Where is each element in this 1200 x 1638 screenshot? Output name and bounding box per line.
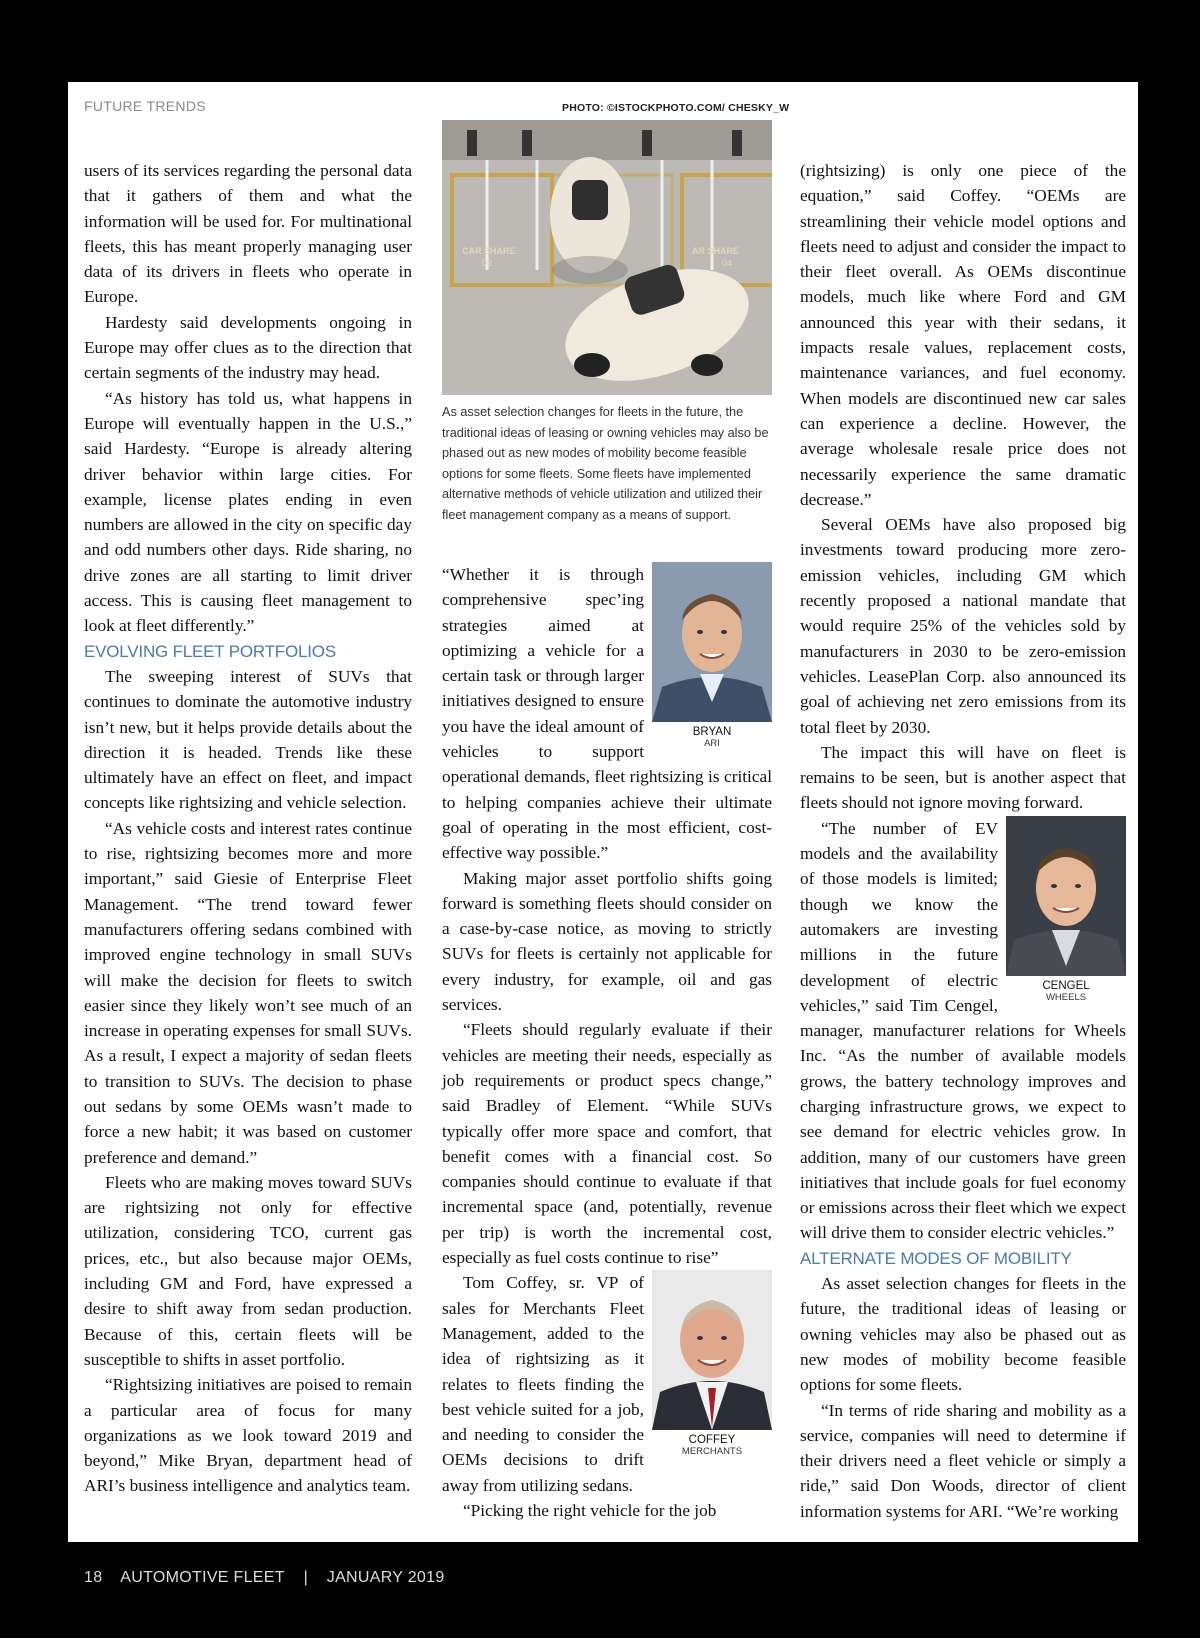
cengel-company: WHEELS (1045, 991, 1087, 1003)
sign-bay-02: 02 (482, 258, 493, 268)
page-number: 18 (84, 1569, 103, 1586)
issue-date: JANUARY 2019 (326, 1569, 445, 1586)
paragraph: As asset selection changes for fleets in the future, the traditional ideas of leasing or owning vehicles may also be phased out as new modes of mobility become feasible options for some fleets. (800, 1274, 1126, 1395)
paragraph: (rightsizing) is only one piece of the equation,” said Coffey. “OEMs are streamlining their vehicle model options and fleets need to adjust and consider the impact to their fleet overall. As OEMs discontinue models, much like where Ford and GM announced this year with their sedans, it impacts resale values, replacement costs, maintenance variances, and fuel economy. When models are discontinued new car sales can experience a decline. However, the average wholesale resale price does not necessarily experience the same dramatic decrease.” (800, 161, 1126, 509)
paragraph: “Picking the right vehicle for the job (463, 1500, 717, 1520)
sign-car-share-1: CAR SHARE (462, 246, 516, 256)
paragraph: Making major asset portfolio shifts going forward is something fleets should consider on a case-by-case notice, as moving to strictly SUVs for fleets is certainly not applicable for every industry, for example, oil and gas services. (442, 868, 772, 1015)
footer-separator: | (303, 1569, 309, 1586)
paragraph: “In terms of ride sharing and mobility as a service, companies will need to determine if their drivers need a fleet vehicle or simply a ride,” said Don Woods, director of client information systems for ARI. “We’re working (800, 1400, 1126, 1521)
cengel-name: CENGEL (1042, 979, 1090, 992)
sign-car-share-2: AR SHARE (692, 246, 740, 256)
paragraph: “Fleets should regularly evaluate if their vehicles are meeting their needs, especially as job requirements or product specs change,” said Bradley of Element. “While SUVs typically offer more space and comfort, that benefit comes with a financial cost. So companies should continue to evaluate if that incremental space (and, potentially, revenue per trip) is worth the incremental cost, especially as fuel costs continue to rise” (442, 1020, 772, 1268)
magazine-page (68, 82, 1138, 1542)
parking-garage-illustration (442, 120, 772, 395)
hero-image-autonomous-cars (442, 120, 772, 395)
paragraph: The impact this will have on fleet is remains to be seen, but is another aspect that fleets should not ignore moving forward. (800, 742, 1126, 813)
paragraph: Fleets who are making moves toward SUVs are rightsizing not only for effective utilization, considering TCO, current gas prices, etc., but also because major OEMs, including GM and Ford, have expressed a desire to shift away from sedan production. Because of this, certain fleets will be susceptible to shifts in asset portfolio. (84, 1172, 412, 1369)
paragraph: Hardesty said developments ongoing in Europe may offer clues as to the direction that certain segments of the industry may head. (84, 312, 412, 383)
paragraph: Several OEMs have also proposed big investments toward producing more zero-emission vehicles, including GM which recently proposed a national mandate that would require 25% of the vehicles sold by manufacturers in 2030 to be zero-emission vehicles. LeasePlan Corp. also announced its goal of achieving net zero emissions from its total fleet by 2030. (800, 515, 1126, 737)
subhead-alternate-modes-of-mobility: ALTERNATE MODES OF MOBILITY (800, 1248, 1072, 1268)
headshot-bryan (652, 562, 772, 752)
paragraph: “As vehicle costs and interest rates continue to rise, rightsizing becomes more and more important,” said Giesie of Enterprise Fleet Management. “The trend toward fewer manufacturers offering sedans combined with improved engine technology in small SUVs will make the decision for fleets to switch easier since they likely won’t see much of an increase in operating expenses for small SUVs. As a result, I expect a majority of sedan fleets to transition to SUVs. The decision to phase out sedans by some OEMs wasn’t made to force a new habit; it was based on customer preference and demand.” (84, 818, 412, 1167)
paragraph: The sweeping interest of SUVs that continues to dominate the automotive industry isn’t new, but it helps provide details about the direction it is headed. Trends like these ultimately have an effect on fleet, and impact concepts like rightsizing and vehicle selection. (84, 666, 412, 813)
column-2 (442, 562, 772, 1523)
headshot-coffey (652, 1270, 772, 1466)
coffey-photo (652, 1270, 772, 1430)
headshot-cengel (1006, 816, 1126, 1008)
paragraph: “Rightsizing initiatives are poised to remain a particular area of focus for many organizations as we look toward 2019 and beyond,” Mike Bryan, department head of ARI’s business intelligence and analytics team. (84, 1375, 412, 1496)
subhead-evolving-fleet-portfolios: EVOLVING FLEET PORTFOLIOS (84, 641, 336, 661)
photo-credit: PHOTO: ©ISTOCKPHOTO.COM/ CHESKY_W (562, 102, 790, 114)
page-footer (84, 1569, 459, 1587)
paragraph: users of its services regarding the personal data that it gathers of them and what the information will be used for. For multinational fleets, this has meant properly managing user data of its drivers in fleets who operate in Europe. (84, 161, 412, 307)
column-3 (800, 158, 1126, 1524)
column-1 (84, 158, 412, 1499)
coffey-name: COFFEY (688, 1434, 736, 1447)
coffey-company: MERCHANTS (681, 1446, 743, 1458)
paragraph: Tom Coffey, sr. VP of sales for Merchants Fleet Management, added to the idea of rightsizing as it relates to fleets finding the best vehicle suited for a job, and needing to consider the OEMs decisions to drift away from utilizing sedans. (442, 1273, 644, 1495)
magazine-name: AUTOMOTIVE FLEET (120, 1569, 285, 1586)
paragraph: “The number of EV models and the availability of those models is limited; though we know the automakers are investing millions in the future development of electric vehicles,” said Tim Cengel, manager, manufacturer relations for Wheels Inc. “As the number of available models grows, the battery technology improves and charging infrastructure grows, we expect to see demand for electric vehicles grow. In addition, many of our customers have green initiatives that include goals for fuel economy or emissions across their fleet which we expect will drive them to consider electric vehicles.” (800, 818, 1126, 1243)
paragraph: “Whether it is through comprehensive spec’ing strategies aimed at optimizing a vehicle for a certain task or through larger initiatives designed to ensure you have the ideal amount of vehicles to support operational demands, fleet rightsizing is critical to helping companies achieve their ultimate goal of operating in the most efficient, cost-effective way possible.” (442, 565, 772, 863)
cengel-photo (1006, 816, 1126, 976)
bryan-name: BRYAN (692, 726, 732, 738)
sign-bay-04: 04 (722, 258, 733, 268)
bryan-company: ARI (704, 738, 720, 749)
bryan-photo (652, 562, 772, 722)
section-label: FUTURE TRENDS (84, 98, 206, 114)
photo-caption: As asset selection changes for fleets in the future, the traditional ideas of leasing or owning vehicles may also be phased out as new modes of mobility become feasible options for some fleets. Some fleets have implemented alternative methods of vehicle utilization and utilized their fleet management company as a means of support. (442, 405, 769, 522)
paragraph: “As history has told us, what happens in Europe will eventually happen in the U.S.,” said Hardesty. “Europe is already altering driver behavior within large cities. For example, license plates ending in even numbers are allowed in the city on specific day and odd numbers other days. Ride sharing, no drive zones are all starting to limit driver access. This is causing fleet management to look at fleet differently.” (84, 388, 412, 636)
